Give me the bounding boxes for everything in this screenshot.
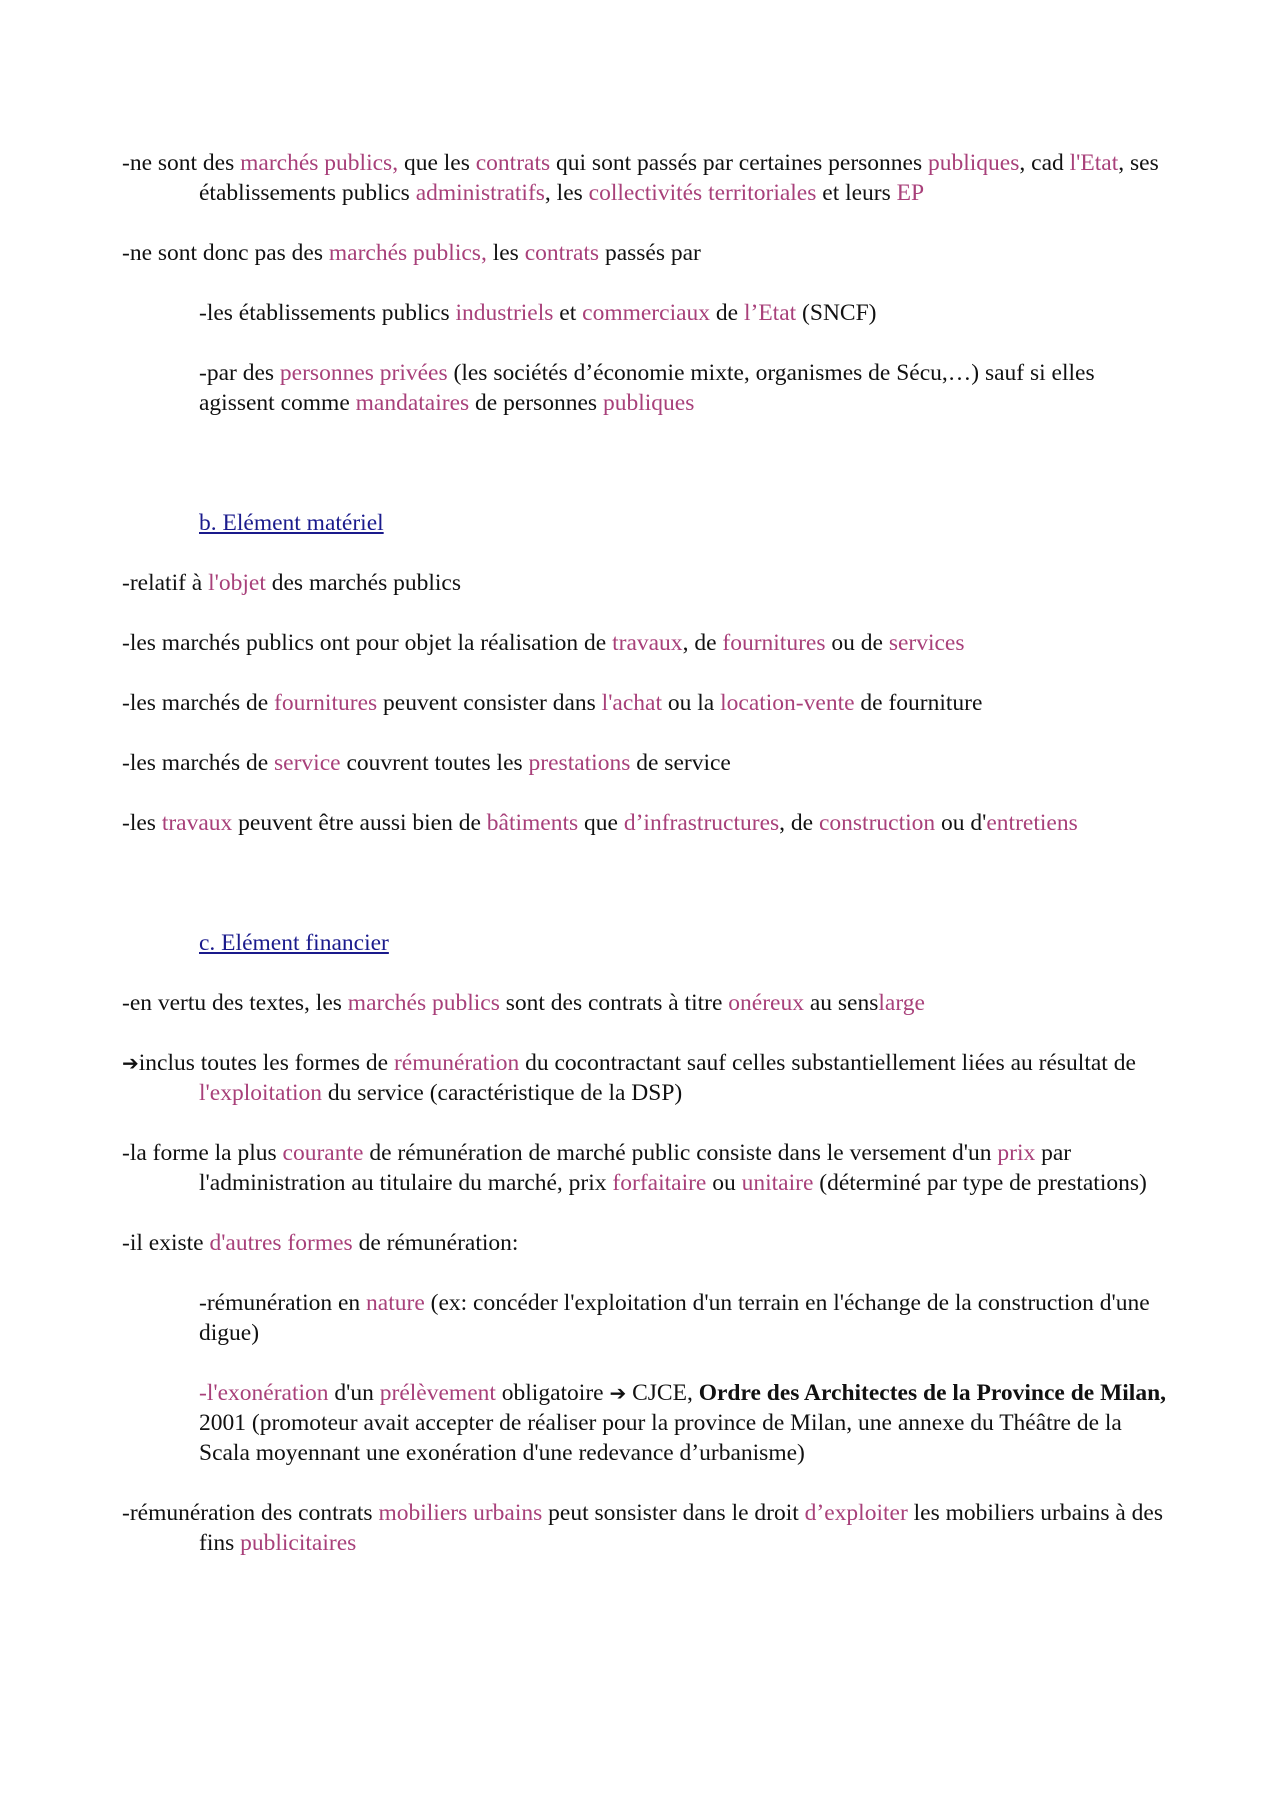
arrow-right-icon: ➔ — [609, 1381, 627, 1405]
paragraph-supplies: -les marchés de fournitures peuvent consister dans l'achat ou la location-vente de fourniture — [122, 690, 983, 716]
paragraph-street-furniture: -rémunération des contrats mobiliers urbains peut sonsister dans le droit d’exploiter les mobiliers urbains à des fins publicitaires — [122, 1500, 1163, 1556]
arrow-right-icon: ➔ — [122, 1051, 139, 1075]
paragraph-private-persons: -par des personnes privées (les sociétés d’économie mixte, organismes de Sécu,…) sauf si elles agissent comme mandataires de personnes publiques — [199, 360, 1095, 416]
paragraph-definition: -ne sont des marchés publics, que les contrats qui sont passés par certaines personnes publiques, cad l'Etat, ses établissements publics administratifs, les collectivités territoriales et leurs EP — [122, 150, 1159, 206]
paragraph-exoneration: -l'exonération d'un prélèvement obligatoire ➔ CJCE, Ordre des Architectes de la Province de Milan, 2001 (promoteur avait accepter de réaliser pour la province de Milan, une annexe du Théâtre de la Scala moyennant une exonération d'une redevance d’urbanisme) — [199, 1380, 1167, 1466]
paragraph-other-forms: -il existe d'autres formes de rémunération: — [122, 1230, 519, 1256]
case-citation: Ordre des Architectes de la Province de Milan, — [698, 1380, 1167, 1406]
paragraph-onerous: -en vertu des textes, les marchés publics sont des contrats à titre onéreux au senslarge — [122, 990, 925, 1016]
paragraph-epic: -les établissements publics industriels et commerciaux de l’Etat (SNCF) — [199, 300, 877, 326]
paragraph-price: -la forme la plus courante de rémunération de marché public consiste dans le versement d'un prix par l'administration au titulaire du marché, prix forfaitaire ou unitaire (déterminé par type de prestations) — [122, 1140, 1147, 1196]
paragraph-object: -relatif à l'objet des marchés publics — [122, 570, 462, 596]
paragraph-works: -les travaux peuvent être aussi bien de bâtiments que d’infrastructures, de construction ou d'entretiens — [122, 810, 1078, 836]
section-heading-c: c. Elément financier — [199, 930, 389, 956]
paragraph-object-types: -les marchés publics ont pour objet la réalisation de travaux, de fournitures ou de services — [122, 630, 965, 656]
paragraph-in-kind: -rémunération en nature (ex: concéder l'exploitation d'un terrain en l'échange de la construction d'une digue) — [199, 1290, 1150, 1346]
paragraph-services: -les marchés de service couvrent toutes les prestations de service — [122, 750, 731, 776]
document-page — [122, 148, 1172, 1588]
section-heading-b: b. Elément matériel — [199, 510, 384, 536]
paragraph-remuneration-scope: ➔inclus toutes les formes de rémunération du cocontractant sauf celles substantiellement liées au résultat de l'exploitation du service (caractéristique de la DSP) — [122, 1050, 1136, 1106]
paragraph-exclusions: -ne sont donc pas des marchés publics, les contrats passés par — [122, 240, 701, 266]
